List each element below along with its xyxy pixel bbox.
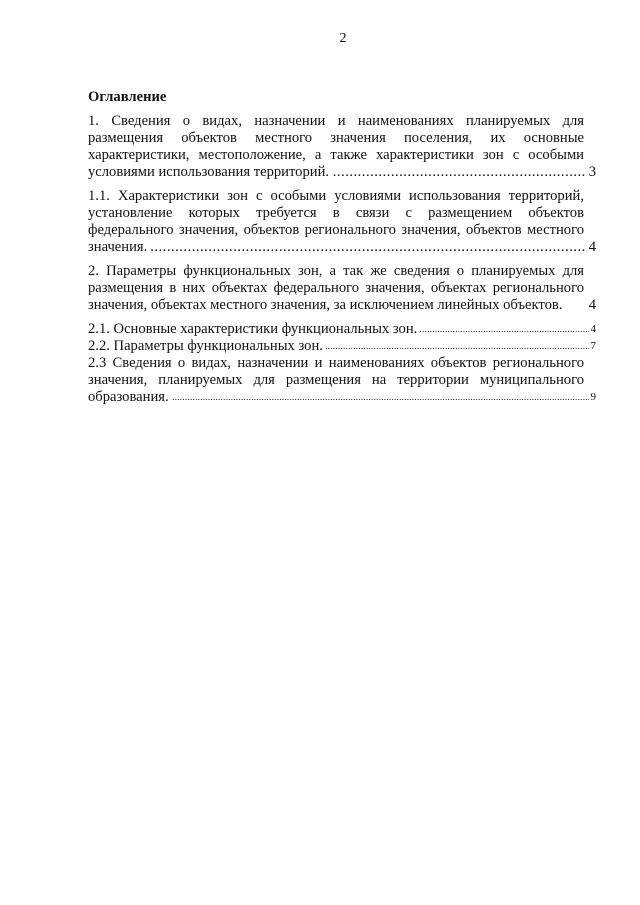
toc-heading: Оглавление: [88, 89, 167, 105]
toc-entry-title: 2.1. Основные характеристики функциональных зон.: [88, 321, 420, 337]
toc-entry-page: 4: [588, 239, 596, 255]
toc-entry[interactable]: [88, 188, 596, 256]
page-number: 2: [339, 31, 347, 46]
toc-entry[interactable]: [88, 355, 596, 406]
toc-entry-page: 4: [588, 297, 596, 313]
toc-entry-page: 9: [589, 389, 597, 406]
table-of-contents: [88, 89, 596, 406]
toc-entry[interactable]: [88, 263, 596, 314]
toc-entry[interactable]: [88, 321, 596, 338]
toc-entry[interactable]: [88, 113, 596, 181]
toc-entry-title: 2.3 Сведения о видах, назначении и наименованиях объектов регионального значения, планируемых для размещения на территории муниципального образования.: [88, 355, 584, 405]
toc-entry-page: 7: [589, 338, 597, 355]
toc-entry-page: 4: [589, 321, 597, 338]
toc-entry-title: 1. Сведения о видах, назначении и наименованиях планируемых для размещения объектов местного значения поселения, их основные характеристики, местоположение, а также характеристики зон с особыми условиями использования территорий.: [88, 113, 584, 180]
toc-entry-title: 2.2. Параметры функциональных зон.: [88, 338, 326, 354]
toc-entry[interactable]: [88, 338, 596, 355]
toc-entry-title: 1.1. Характеристики зон с особыми условиями использования территорий, установление которых требуется в связи с размещением объектов федерального значения, объектов регионального значения, объектов местного значения.: [88, 188, 584, 255]
toc-entry-page: 3: [588, 164, 596, 180]
dot-leader: [88, 239, 596, 256]
toc-entry-title: 2. Параметры функциональных зон, а так же сведения о планируемых для размещения в них объектах федерального значения, объектах регионального значения, объектах местного значения, за исключением линейных объектов.: [88, 263, 584, 313]
